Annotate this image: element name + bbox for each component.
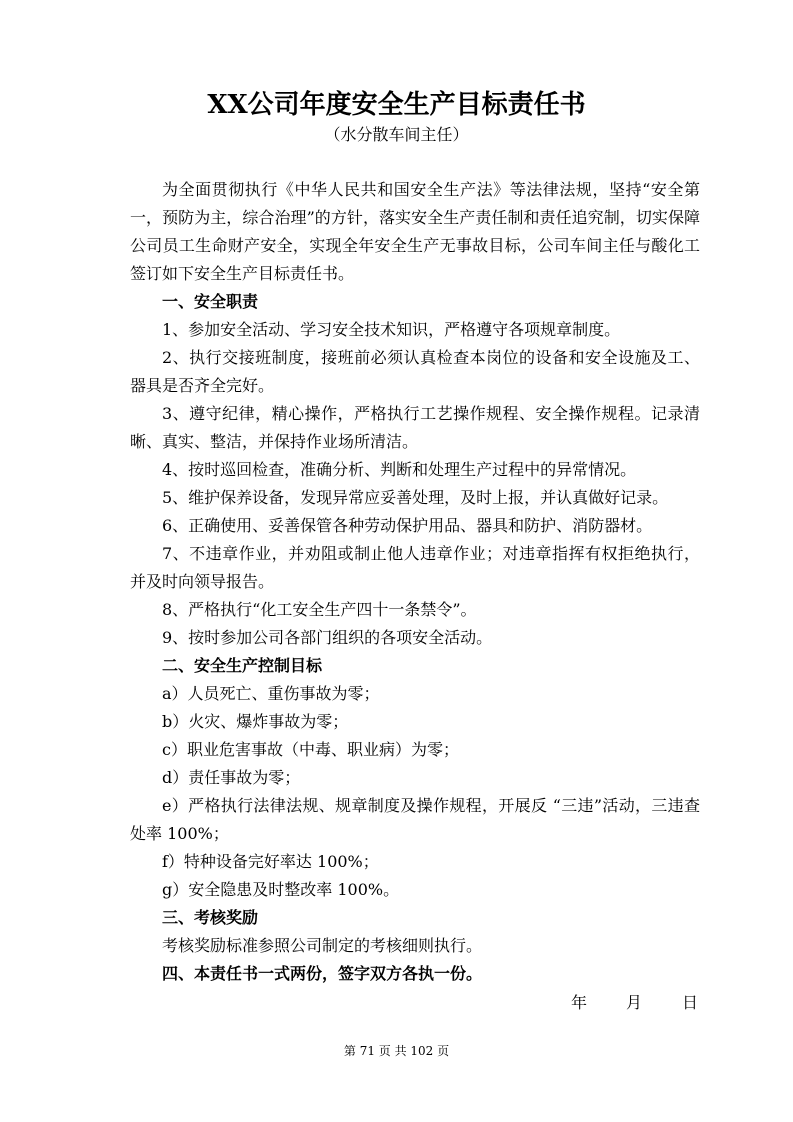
date-day: 日 [682, 993, 699, 1012]
document-body [130, 176, 700, 988]
section-heading-targets: 二、安全生产控制目标 [162, 656, 323, 675]
duty-item: 9、按时参加公司各部门组织的各项安全活动。 [162, 628, 493, 647]
target-item: b）火灾、爆炸事故为零； [162, 712, 349, 731]
target-item: d）责任事故为零； [162, 768, 301, 787]
duty-item: 5、维护保养设备，发现异常应妥善处理，及时上报，并认真做好记录。 [162, 488, 669, 507]
target-item: g）安全隐患及时整改率 100%。 [162, 880, 400, 899]
section-heading-copies: 四、本责任书一式两份，签字双方各执一份。 [162, 964, 483, 983]
duty-item: 6、正确使用、妥善保管各种劳动保护用品、器具和防护、消防器材。 [162, 516, 653, 535]
document-subtitle: （水分散车间主任） [324, 125, 469, 144]
target-item: c）职业危害事故（中毒、职业病）为零； [162, 740, 459, 759]
date-year: 年 [571, 993, 588, 1012]
page-number: 第 71 页 共 102 页 [343, 1044, 450, 1058]
target-item: e）严格执行法律法规、规章制度及操作规程，开展反 “三违”活动，三违查处率 100%； [130, 796, 700, 843]
document-title: XX公司年度安全生产目标责任书 [207, 90, 586, 120]
duty-item: 4、按时巡回检查，准确分析、判断和处理生产过程中的异常情况。 [162, 460, 637, 479]
target-item: a）人员死亡、重伤事故为零； [162, 684, 380, 703]
duty-item: 2、执行交接班制度，接班前必须认真检查本岗位的设备和安全设施及工、器具是否齐全完好。 [130, 348, 700, 395]
duty-item: 3、遵守纪律，精心操作，严格执行工艺操作规程、安全操作规程。记录清晰、真实、整洁，并保持作业场所清洁。 [130, 404, 700, 451]
duty-item: 7、不违章作业，并劝阻或制止他人违章作业；对违章指挥有权拒绝执行，并及时向领导报告。 [130, 544, 700, 591]
section-heading-assessment: 三、考核奖励 [162, 908, 259, 927]
date-month: 月 [626, 993, 643, 1012]
section-heading-duties: 一、安全职责 [162, 292, 259, 311]
assessment-text: 考核奖励标准参照公司制定的考核细则执行。 [162, 936, 483, 955]
intro-paragraph: 为全面贯彻执行《中华人民共和国安全生产法》等法律法规，坚持“安全第一，预防为主，综合治理”的方针，落实安全生产责任制和责任追究制，切实保障公司员工生命财产安全，实现全年安全生产无事故目标，公司车间主任与酸化工签订如下安全生产目标责任书。 [130, 180, 700, 283]
duty-item: 1、参加安全活动、学习安全技术知识，严格遵守各项规章制度。 [162, 320, 621, 339]
duty-item: 8、严格执行“化工安全生产四十一条禁令”。 [162, 600, 477, 619]
target-item: f）特种设备完好率达 100%； [162, 852, 379, 871]
